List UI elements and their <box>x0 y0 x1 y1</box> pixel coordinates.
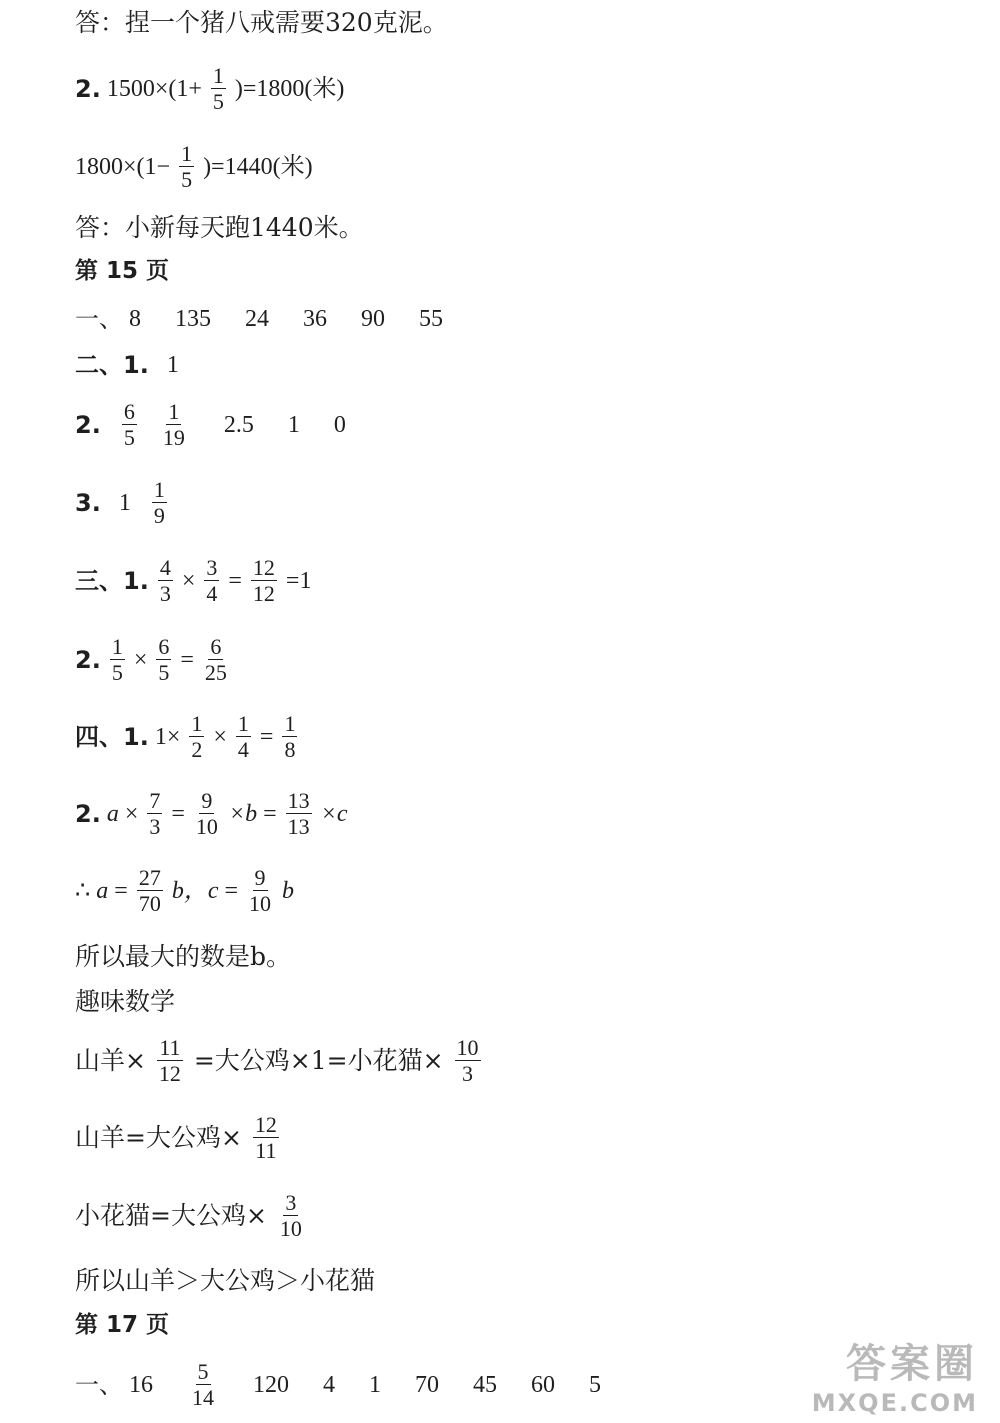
section-heading-page-17: 第 17 页 <box>75 1312 170 1338</box>
therefore-line: ∴ a = $\frac{27}{70}$ b，c = $\frac{9}{10}$ b <box>75 865 295 917</box>
section-fun-math: 趣味数学 <box>75 987 176 1016</box>
expr-post: )=1440(米) <box>203 153 313 180</box>
part-label: 二、1. <box>75 351 149 380</box>
fraction: $\frac{1}{19}$ <box>162 399 185 451</box>
answer-text: 答：小新每天跑1440米。 <box>75 213 364 242</box>
fun-math-eq-2: 山羊=大公鸡× $\frac{12}{11}$ <box>75 1112 277 1164</box>
part-1-answers: 一、 8 135 24 36 90 55 <box>75 305 443 334</box>
page-17-part-1-answers: 一、 16 $\frac{5}{14}$ 120 4 1 70 45 60 5 <box>75 1359 601 1411</box>
part-2-q1: 二、1. 1 <box>75 351 179 380</box>
part-2-q3: 3. 1 $\frac{1}{9}$ <box>75 477 165 529</box>
conclusion-max: 所以最大的数是b。 <box>75 942 292 971</box>
part-3-q1: 三、1. $\frac{4}{3}$ × $\frac{3}{4}$ = $\frac{12}{12}$ =1 <box>75 555 312 607</box>
expr-pre: 1500×(1+ <box>106 75 202 102</box>
fraction: $\frac{6}{5}$ <box>123 399 135 451</box>
equation-2 <box>75 64 344 113</box>
fun-math-eq-3: 小花猫=大公鸡× $\frac{3}{10}$ <box>75 1190 302 1242</box>
part-label: 一、 <box>75 1370 123 1399</box>
part-label: 三、1. <box>75 566 149 595</box>
fun-math-eq-1: 山羊× $\frac{11}{12}$ =大公鸡×1=小花猫× $\frac{10}{3}$ <box>75 1035 479 1087</box>
answer-text: 答：捏一个猪八戒需要320克泥。 <box>75 8 448 37</box>
part-3-q2: 2. $\frac{1}{5}$ × $\frac{6}{5}$ = $\frac{6}{25}$ <box>75 634 227 686</box>
part-2-q2: 2. $\frac{6}{5}$ $\frac{1}{19}$ 2.5 1 0 <box>75 399 346 451</box>
watermark-logo: 答案圈 MXQE.COM <box>811 1341 978 1417</box>
part-label: 四、1. <box>75 722 149 751</box>
item-number: 2. <box>75 74 101 103</box>
expr-pre: 1800×(1− <box>75 153 171 180</box>
answer-line-clay <box>75 8 448 35</box>
part-label: 一、 <box>75 305 123 334</box>
fraction: $\frac{1}{9}$ <box>153 477 165 529</box>
answer-line-run <box>75 213 364 240</box>
part-4-q1: 四、1. 1× $\frac{1}{2}$ × $\frac{1}{4}$ = $\frac{1}{8}$ <box>75 711 296 763</box>
fraction: $\frac{1}{5}$ <box>212 63 224 115</box>
expr-post: )=1800(米) <box>234 75 345 102</box>
fun-math-conclusion: 所以山羊＞大公鸡＞小花猫 <box>75 1266 376 1295</box>
fraction: $\frac{1}{5}$ <box>181 141 193 193</box>
section-heading-page-15: 第 15 页 <box>75 258 170 284</box>
part-4-q2: 2. a × $\frac{7}{3}$ = $\frac{9}{10}$ ×b = $\frac{13}{13}$ ×c <box>75 788 348 840</box>
equation-3 <box>75 142 313 191</box>
